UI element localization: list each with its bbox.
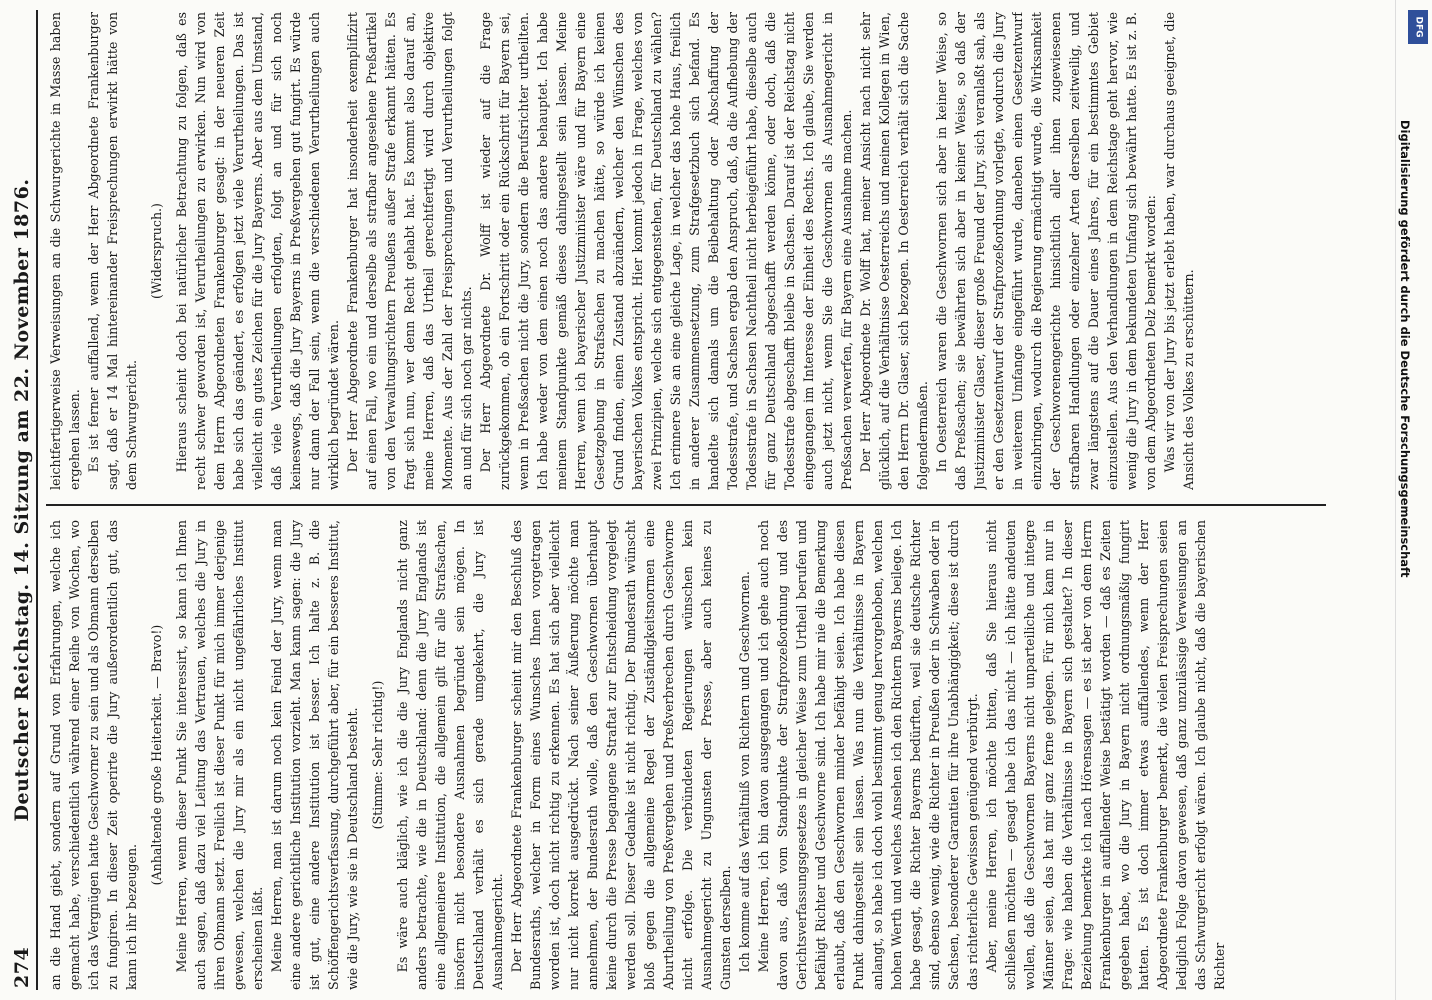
rotated-document-page xyxy=(10,10,1430,990)
paragraph: Der Herr Abgeordnete Dr. Wolff ist wieder auf die Frage zurückgekommen, ob ein Fortschritt oder ein Rückschritt für Bayern sei, wenn in Preßsachen nicht die Jury, sondern die Berufsrichter urtheilten. Ich habe weder von dem einen noch das andere behauptet. Ich habe meinem Standpunkte gemäß dieses dahingestellt sein lassen. Meine Herren, wenn ich bayerischer Justizminister wäre und für Bayern eine Gesetzgebung in Strafsachen zu machen hätte, so würde ich keinen Grund finden, einen Zustand abzuändern, welcher den Wünschen des bayerischen Volkes entspricht. Hier kommt jedoch in Frage, welches von zwei Prinzipien, welche sich entgegenstehen, für Deutschland zu wählen? Ich erinnere Sie an eine gleiche Lage, in welcher das hohe Haus, freilich in anderer Zusammensetzung, zum Strafgesetzbuch sich befand. Es handelte sich damals um die Beibehaltung oder Abschaffung der Todesstrafe, und Sachsen ergab den Anspruch, daß, da die Aufhebung der Todesstrafe in Sachsen Nachtheil nicht herbeigeführt habe, dieselbe auch für ganz Deutschland abgeschafft werden könne, oder doch, daß die Todesstrafe abgeschafft bleibe in Sachsen. Darauf ist der Reichstag nicht eingegangen im Interesse der Einheit des Rechts. Ich glaube, Sie werden auch jetzt nicht, wenn Sie die Geschwornen als Ausnahmegericht in Preßsachen verwerfen, für Bayern eine Ausnahme machen. xyxy=(478,12,854,490)
left-column xyxy=(46,520,1346,990)
page-title: Deutscher Reichstag. 14. Sitzung am 22. November 1876. xyxy=(11,178,33,822)
paragraph: an die Hand giebt, sondern auf Grund von Erfahrungen, welche ich gemacht habe, verschiedentlich während einer Reihe von Wochen, wo ich das Vergnügen hatte Geschworner zu sein und als Obmann derselben zu fungiren. In dieser Zeit operirte die Jury außerordentlich gut, das kann ich ihr bezeugen. xyxy=(48,520,139,990)
paragraph: Es wäre auch kläglich, wie ich die die Jury Englands nicht ganz anders betrachte, wie die in Deutschland: denn die Jury Englands ist eine allgemeinere Institution, die allgemein gilt für alle Strafsachen, insofern nicht besondere Ausnahmen begründet sein mögen. In Deutschland verhält es sich gerade umgekehrt, die Jury ist Ausnahmegericht. xyxy=(395,520,505,990)
interjection: (Stimme: Sehr richtig!) xyxy=(370,680,385,830)
paragraph: Was wir von der Jury bis jetzt erlebt haben, war durchaus geeignet, die Ansicht des Volkes zu erschüttern. xyxy=(1162,12,1196,490)
page-number: 274 xyxy=(11,946,33,988)
interjection: (Widerspruch.) xyxy=(149,203,164,299)
column-divider xyxy=(46,504,1326,506)
paragraph: In Oesterreich waren die Geschwornen sich aber in keiner Weise, so daß Preßsachen; sie bewährten sich aber in keiner Weise, so daß der Justizminister Glaser, dieser große Freund der Jury, sich veranlaßt sah, als er den Gesetzentwurf der Strafprozeßordnung vorlegte, wodurch die Jury in weiterem Umfange eingeführt wurde, daneben einen Gesetzentwurf einzubringen, wodurch die Regierung ermächtigt wurde, die Wirksamkeit der Geschworenengerichte hinsichtlich aller ihnen zugewiesenen strafbaren Handlungen oder einzelner Arten derselben zeitweilig, und zwar längstens auf die Dauer eines Jahres, für ein bestimmtes Gebiet einzustellen. Aus den Verhandlungen in dem Reichstage geht hervor, wie wenig die Jury in dem bekundeten Umfang sich bewährt hatte. Es ist z. B. von dem Abgeordneten Delz bemerkt worden: xyxy=(934,12,1158,490)
paragraph: Meine Herren, ich bin davon ausgegangen und ich gehe auch noch davon aus, daß vom Standpunkte der Strafprozeßordnung und des Gerichtsverfassungsgesetzes in gleicher Weise zum Urtheil berufen und befähigt Richter und Geschworne sind. Ich habe mir nie die Bemerkung erlaubt, daß den Geschwornen minder befähigt seien. Ich habe diesen Punkt dahingestellt sein lassen. Was nun die Verhältnisse in Bayern anlangt, so habe ich doch wohl bestimmt genug hervorgehoben, welchen hohen Werth und welches Ansehen ich den Richtern Bayerns beilege. Ich habe gesagt, die Richter Bayerns bedürften, weil sie deutsche Richter sind, ebenso wenig, wie die Richter in Preußen oder in Schwaben oder in Sachsen, besonderer Garantien für ihre Unabhängigkeit; diese ist durch das richterliche Gewissen genügend verbürgt. xyxy=(756,520,980,990)
paragraph: Der Herr Abgeordnete Frankenburger hat insonderheit exemplifizirt auf einen Fall, wo ein und derselbe als strafbar angesehene Preßartikel von den Verwaltungsrichtern Preußens außer Strafe erkannt hätten. Es fragt sich nun, wer denn Recht gehabt hat. Es kommt also darauf an, meine Herren, daß das Urtheil gerechtfertigt wird durch objektive Momente. Aus der Zahl der Freisprechungen und Verurtheilungen folgt an und für sich noch gar nichts. xyxy=(345,12,474,490)
paragraph: Der Herr Abgeordnete Dr. Wolff hat, meiner Ansicht nach nicht sehr glücklich, auf die Verhältnisse Oesterreichs und meinen Kollegen in Wien, den Herrn Dr. Glaser, sich bezogen. In Oesterreich verhält sich die Sache folgendermaßen. xyxy=(858,12,930,490)
paragraph: Aber, meine Herren, ich möchte bitten, daß Sie hieraus nicht schließen möchten — gesagt habe ich das nicht — ich hätte andeuten wollen, daß die Geschwornen Bayerns nicht unparteiliche und integre Männer seien, das hat mir ganz ferne gelegen. Für mich kam nur in Frage: wie haben die Verhältnisse in Bayern sich gestaltet? In dieser Beziehung bemerkte ich nach Hörensagen — es ist aber von dem Herrn Frankenburger in auffallender Weise bestätigt worden — daß es Zeiten gegeben habe, wo die Jury in Bayern nicht ordnungsmäßig fungirt hatten. Es ist doch immer etwas auffallendes, wenn der Herr Abgeordnete Frankenburger bemerkt, die vielen Freisprechungen seien lediglich Folge davon gewesen, daß ganz unzulässige Verweisungen an das Schwurgericht erfolgt wären. Ich glaube nicht, daß die bayerischen Richter xyxy=(984,520,1227,990)
text-columns xyxy=(46,10,1346,990)
paragraph: Ich komme auf das Verhältniß von Richtern und Geschwornen. xyxy=(737,571,752,973)
page-header xyxy=(10,10,38,990)
paragraph: Es ist ferner auffallend, wenn der Herr Abgeordnete Frankenburger sagt, daß er 14 Mal hintereinander Freisprechungen erwirkt hätte von dem Schwurgericht. xyxy=(86,12,139,490)
paragraph: Meine Herren, man ist darum noch kein Feind der Jury, wenn man eine andere gerichtliche Institution vorzieht. Man kann sagen: die Jury ist gut, eine andere Institution ist besser. Ich halte z. B. die Schöffengerichtsverfassung, durchgeführt aber, für ein besseres Institut, wie die Jury, wie sie in Deutschland besteht. xyxy=(269,520,360,990)
interjection: (Anhaltende große Heiterkeit. — Bravo!) xyxy=(149,624,164,886)
dfg-logo: DFG xyxy=(1408,10,1428,44)
paragraph: Hieraus scheint doch bei natürlicher Betrachtung zu folgen, daß es recht schwer geworden ist, Verurtheilungen zu erwirken. Nun wird von dem Herrn Abgeordneten Frankenburger gesagt: in der neueren Zeit habe sich das geändert, es erfolgen jetzt viele Verurtheilungen. Das ist vielleicht ein gutes Zeichen für die Jury Bayerns. Aber aus dem Umstand, daß viele Verurtheilungen erfolgten, folgt an und für sich noch keineswegs, daß die Jury Bayerns in Preßvergehen gut fungirt. Es würde nur dann der Fall sein, wenn die verschiedenen Verurtheilungen auch wirklich begründet wären. xyxy=(174,12,341,490)
paragraph: Meine Herren, wenn dieser Punkt Sie interessirt, so kann ich Ihnen auch sagen, daß dazu viel Leitung das Vertrauen, welches die Jury in ihren Obmann setzt. Freilich ist dieser Punkt für mich immer derjenige gewesen, welchen die Jury mir als ein nicht ungefährliches Institut erscheinen läßt. xyxy=(174,520,265,990)
paragraph: leichtfertigerweise Verweisungen an die Schwurgerichte in Masse haben ergehen lassen. xyxy=(48,12,82,490)
paragraph: Der Herr Abgeordnete Frankenburger scheint mir den Beschluß des Bundesraths, welcher in Form eines Wunsches Ihnen vorgetragen worden ist, doch nicht richtig zu erkennen. Es hat sich aber vielleicht nur nicht korrekt ausgedrückt. Nach seiner Äußerung möchte man annehmen, der Bundesrath wolle, daß den Geschwornen überhaupt keine durch die Presse begangene Straftat zur Entscheidung vorgelegt werden soll. Dieser Gedanke ist nicht richtig. Der Bundesrath wünscht bloß gegen die allgemeine Regel der Zuständigkeitsnormen eine Aburtheilung von Preßvergehen und Preßverbrechen durch Geschworne nicht erfolge. Die verbündeten Regierungen wünschen kein Ausnahmegericht zu Ungunsten der Presse, aber auch keines zu Gunsten derselben. xyxy=(509,520,733,990)
right-column xyxy=(46,12,1346,490)
digitization-note: Digitalisierung gefördert durch die Deutsche Forschungsgemeinschaft xyxy=(1398,120,1412,578)
